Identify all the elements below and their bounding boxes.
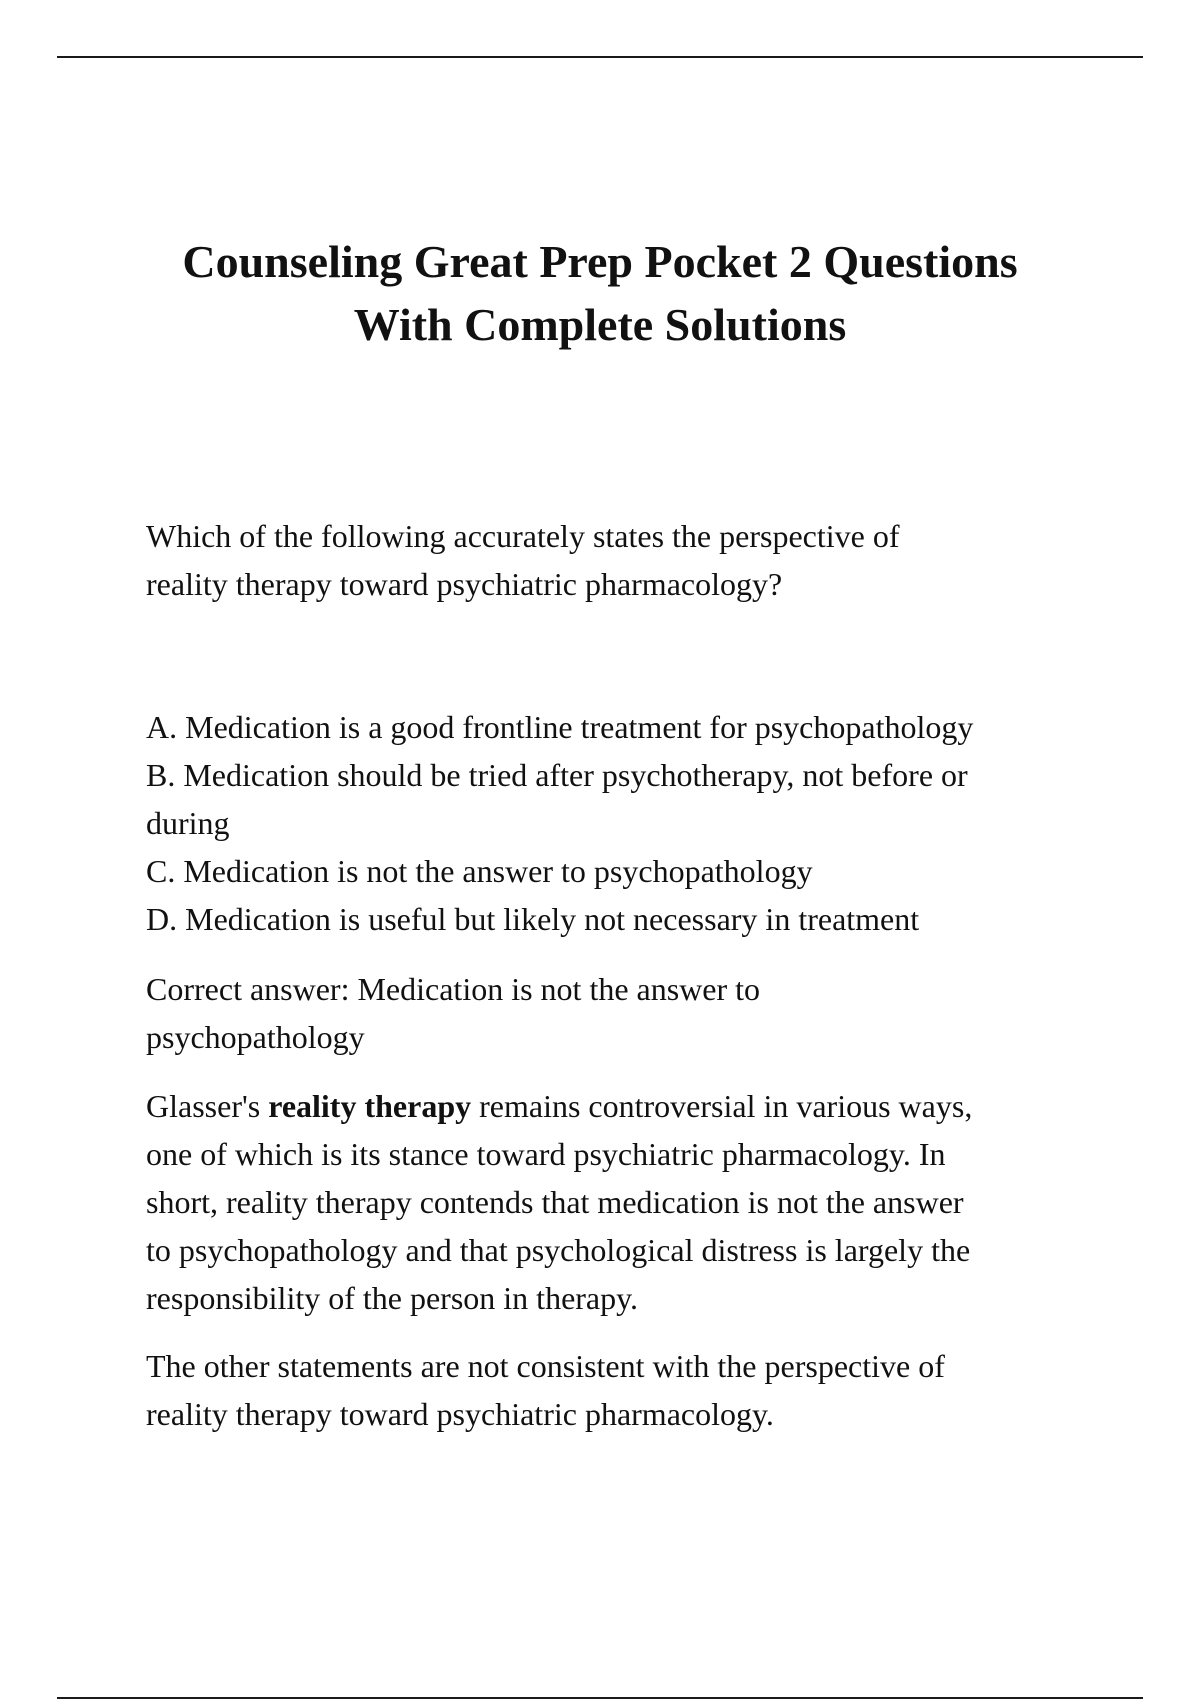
- correct-answer: [146, 965, 1091, 1061]
- option-a: A. Medication is a good frontline treatment for psychopathology: [146, 709, 974, 745]
- reality-therapy-term: reality therapy: [268, 1088, 472, 1124]
- option-b: B. Medication should be tried after psychotherapy, not before or: [146, 757, 968, 793]
- option-b-continuation: during: [146, 805, 230, 841]
- correct-answer-line-1: Correct answer: Medication is not the answer to: [146, 971, 761, 1007]
- question-line-1: Which of the following accurately states the perspective of: [146, 518, 900, 554]
- question-text: [146, 512, 1091, 608]
- correct-answer-line-2: psychopathology: [146, 1019, 365, 1055]
- top-rule: [57, 56, 1143, 58]
- answer-options: [146, 703, 1091, 943]
- bottom-rule: [57, 1697, 1143, 1699]
- explanation-line-2: one of which is its stance toward psychiatric pharmacology. In: [146, 1136, 946, 1172]
- document-title: [100, 230, 1100, 356]
- explanation-line-1: [146, 1082, 1091, 1130]
- explanation-line-5: responsibility of the person in therapy.: [146, 1280, 639, 1316]
- other-line-2: reality therapy toward psychiatric pharmacology.: [146, 1396, 774, 1432]
- title-line-1: Counseling Great Prep Pocket 2 Questions: [182, 236, 1018, 287]
- explanation-line-4: to psychopathology and that psychological distress is largely the: [146, 1232, 971, 1268]
- option-d: D. Medication is useful but likely not necessary in treatment: [146, 901, 920, 937]
- other-line-1: The other statements are not consistent with the perspective of: [146, 1348, 945, 1384]
- other-statements-note: [146, 1342, 1091, 1438]
- question-line-2: reality therapy toward psychiatric pharmacology?: [146, 566, 783, 602]
- explanation-suffix: remains controversial in various ways,: [471, 1088, 973, 1124]
- option-c: C. Medication is not the answer to psychopathology: [146, 853, 813, 889]
- explanation-line-3: short, reality therapy contends that medication is not the answer: [146, 1184, 964, 1220]
- explanation-prefix: Glasser's: [146, 1088, 269, 1124]
- title-line-2: With Complete Solutions: [353, 299, 847, 350]
- explanation-paragraph: [146, 1082, 1091, 1322]
